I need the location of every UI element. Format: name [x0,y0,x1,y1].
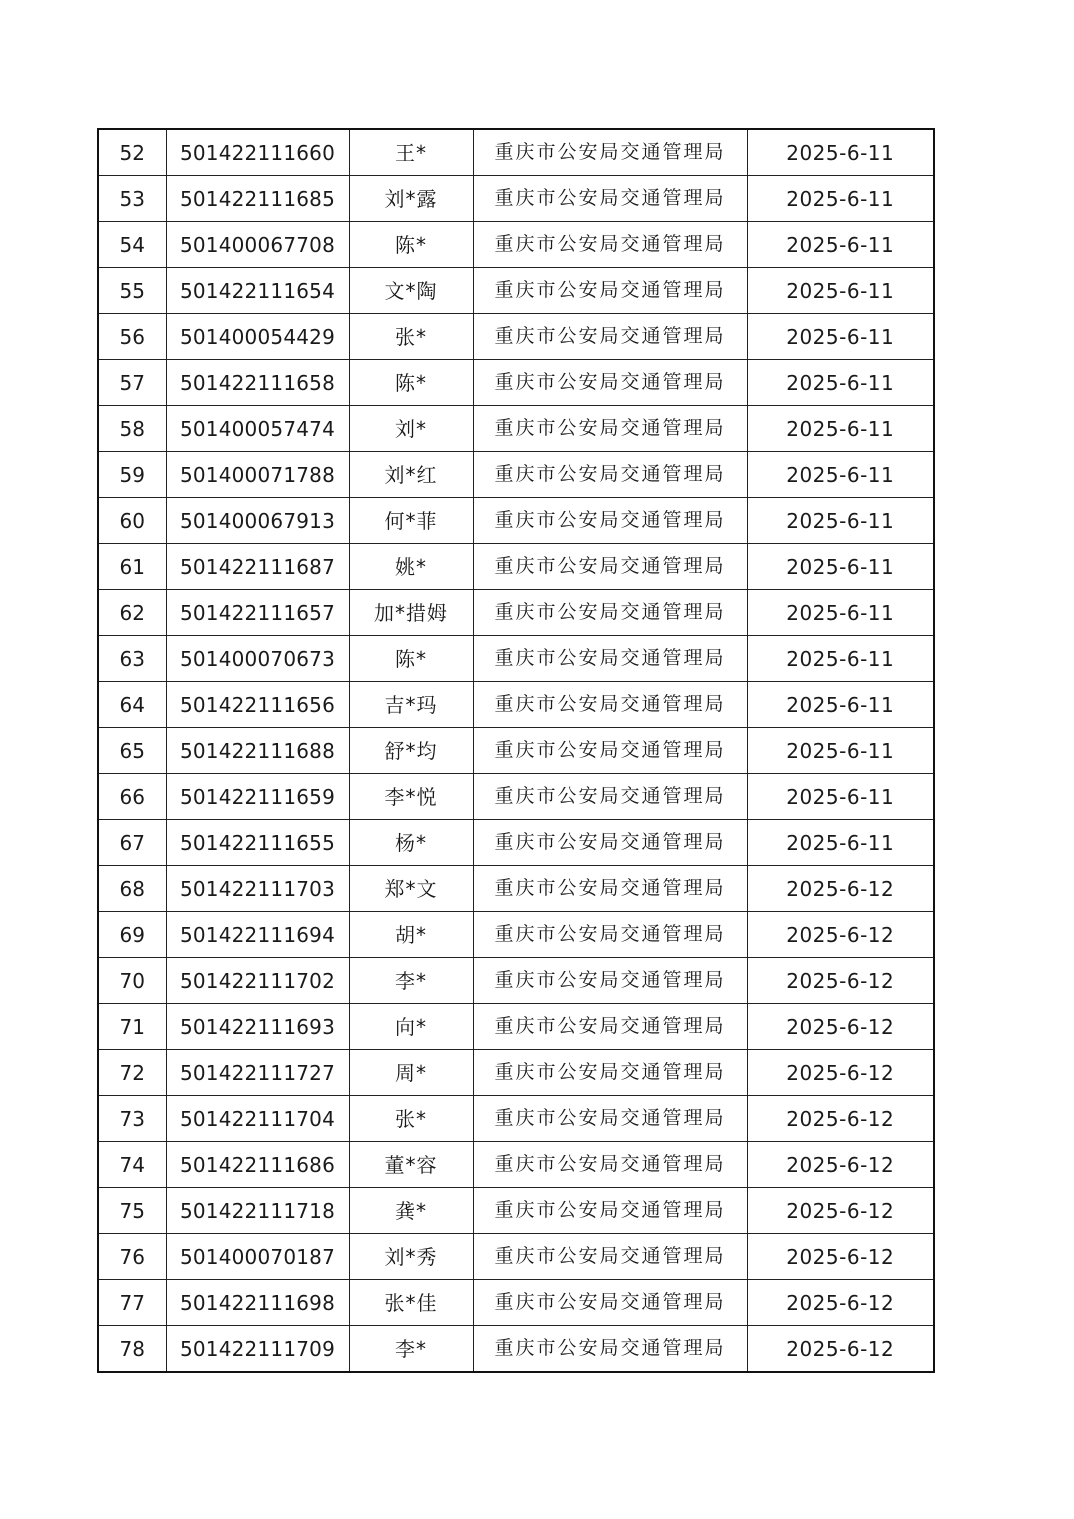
organization-cell: 重庆市公安局交通管理局 [473,958,747,1004]
organization-cell: 重庆市公安局交通管理局 [473,129,747,176]
date-cell: 2025-6-11 [747,314,934,360]
organization-cell: 重庆市公安局交通管理局 [473,452,747,498]
organization-cell: 重庆市公安局交通管理局 [473,866,747,912]
row-number-cell: 70 [98,958,166,1004]
organization-cell: 重庆市公安局交通管理局 [473,222,747,268]
person-name-cell: 文*陶 [349,268,473,314]
record-id-cell: 501422111688 [166,728,349,774]
organization-cell: 重庆市公安局交通管理局 [473,406,747,452]
organization-cell: 重庆市公安局交通管理局 [473,176,747,222]
table-row [98,268,934,314]
record-id-cell: 501422111727 [166,1050,349,1096]
records-table [97,128,935,1373]
row-number-cell: 71 [98,1004,166,1050]
row-number-cell: 74 [98,1142,166,1188]
organization-cell: 重庆市公安局交通管理局 [473,636,747,682]
record-id-cell: 501422111693 [166,1004,349,1050]
table-row [98,820,934,866]
organization-cell: 重庆市公安局交通管理局 [473,590,747,636]
organization-cell: 重庆市公安局交通管理局 [473,682,747,728]
person-name-cell: 李*悦 [349,774,473,820]
row-number-cell: 78 [98,1326,166,1373]
organization-cell: 重庆市公安局交通管理局 [473,728,747,774]
table-row [98,1142,934,1188]
date-cell: 2025-6-12 [747,1234,934,1280]
person-name-cell: 胡* [349,912,473,958]
table-row [98,222,934,268]
person-name-cell: 杨* [349,820,473,866]
table-row [98,774,934,820]
table-row [98,866,934,912]
row-number-cell: 76 [98,1234,166,1280]
organization-cell: 重庆市公安局交通管理局 [473,1234,747,1280]
record-id-cell: 501400070187 [166,1234,349,1280]
person-name-cell: 陈* [349,222,473,268]
person-name-cell: 王* [349,129,473,176]
record-id-cell: 501400070673 [166,636,349,682]
organization-cell: 重庆市公安局交通管理局 [473,1326,747,1373]
row-number-cell: 69 [98,912,166,958]
row-number-cell: 77 [98,1280,166,1326]
table-row [98,1326,934,1373]
table-row [98,498,934,544]
date-cell: 2025-6-11 [747,222,934,268]
row-number-cell: 72 [98,1050,166,1096]
table-row [98,129,934,176]
person-name-cell: 舒*均 [349,728,473,774]
date-cell: 2025-6-11 [747,774,934,820]
date-cell: 2025-6-11 [747,544,934,590]
record-id-cell: 501400057474 [166,406,349,452]
organization-cell: 重庆市公安局交通管理局 [473,1280,747,1326]
organization-cell: 重庆市公安局交通管理局 [473,1004,747,1050]
record-id-cell: 501422111655 [166,820,349,866]
person-name-cell: 吉*玛 [349,682,473,728]
date-cell: 2025-6-11 [747,452,934,498]
row-number-cell: 62 [98,590,166,636]
person-name-cell: 郑*文 [349,866,473,912]
record-id-cell: 501422111654 [166,268,349,314]
table-row [98,590,934,636]
person-name-cell: 李* [349,958,473,1004]
date-cell: 2025-6-12 [747,1004,934,1050]
organization-cell: 重庆市公安局交通管理局 [473,498,747,544]
table-row [98,682,934,728]
table-row [98,728,934,774]
organization-cell: 重庆市公安局交通管理局 [473,912,747,958]
row-number-cell: 63 [98,636,166,682]
date-cell: 2025-6-12 [747,1280,934,1326]
row-number-cell: 64 [98,682,166,728]
person-name-cell: 加*措姆 [349,590,473,636]
date-cell: 2025-6-12 [747,912,934,958]
organization-cell: 重庆市公安局交通管理局 [473,1050,747,1096]
table-row [98,1280,934,1326]
person-name-cell: 张*佳 [349,1280,473,1326]
record-id-cell: 501422111704 [166,1096,349,1142]
date-cell: 2025-6-11 [747,406,934,452]
record-id-cell: 501422111694 [166,912,349,958]
person-name-cell: 刘*秀 [349,1234,473,1280]
record-id-cell: 501422111698 [166,1280,349,1326]
table-row [98,176,934,222]
person-name-cell: 张* [349,314,473,360]
date-cell: 2025-6-11 [747,590,934,636]
row-number-cell: 68 [98,866,166,912]
records-table-body [98,129,934,1372]
record-id-cell: 501422111659 [166,774,349,820]
record-id-cell: 501422111658 [166,360,349,406]
row-number-cell: 53 [98,176,166,222]
date-cell: 2025-6-11 [747,176,934,222]
record-id-cell: 501422111686 [166,1142,349,1188]
record-id-cell: 501422111687 [166,544,349,590]
table-row [98,1004,934,1050]
date-cell: 2025-6-11 [747,129,934,176]
person-name-cell: 何*菲 [349,498,473,544]
table-row [98,314,934,360]
row-number-cell: 57 [98,360,166,406]
date-cell: 2025-6-12 [747,866,934,912]
person-name-cell: 向* [349,1004,473,1050]
person-name-cell: 刘*露 [349,176,473,222]
person-name-cell: 张* [349,1096,473,1142]
organization-cell: 重庆市公安局交通管理局 [473,314,747,360]
date-cell: 2025-6-11 [747,360,934,406]
date-cell: 2025-6-11 [747,820,934,866]
date-cell: 2025-6-12 [747,1326,934,1373]
table-row [98,1188,934,1234]
row-number-cell: 54 [98,222,166,268]
person-name-cell: 陈* [349,636,473,682]
organization-cell: 重庆市公安局交通管理局 [473,1188,747,1234]
date-cell: 2025-6-12 [747,1142,934,1188]
person-name-cell: 董*容 [349,1142,473,1188]
row-number-cell: 56 [98,314,166,360]
record-id-cell: 501422111709 [166,1326,349,1373]
date-cell: 2025-6-12 [747,1188,934,1234]
table-row [98,1234,934,1280]
organization-cell: 重庆市公安局交通管理局 [473,1142,747,1188]
organization-cell: 重庆市公安局交通管理局 [473,774,747,820]
table-row [98,544,934,590]
date-cell: 2025-6-11 [747,636,934,682]
date-cell: 2025-6-11 [747,728,934,774]
record-id-cell: 501400067708 [166,222,349,268]
row-number-cell: 59 [98,452,166,498]
record-id-cell: 501422111703 [166,866,349,912]
row-number-cell: 65 [98,728,166,774]
row-number-cell: 73 [98,1096,166,1142]
row-number-cell: 75 [98,1188,166,1234]
person-name-cell: 刘* [349,406,473,452]
person-name-cell: 刘*红 [349,452,473,498]
organization-cell: 重庆市公安局交通管理局 [473,1096,747,1142]
date-cell: 2025-6-12 [747,1096,934,1142]
record-id-cell: 501400067913 [166,498,349,544]
table-row [98,1096,934,1142]
record-id-cell: 501400054429 [166,314,349,360]
table-row [98,1050,934,1096]
record-id-cell: 501422111657 [166,590,349,636]
organization-cell: 重庆市公安局交通管理局 [473,360,747,406]
row-number-cell: 67 [98,820,166,866]
table-row [98,360,934,406]
table-row [98,636,934,682]
row-number-cell: 58 [98,406,166,452]
table-row [98,912,934,958]
row-number-cell: 60 [98,498,166,544]
row-number-cell: 61 [98,544,166,590]
person-name-cell: 陈* [349,360,473,406]
record-id-cell: 501422111702 [166,958,349,1004]
person-name-cell: 李* [349,1326,473,1373]
date-cell: 2025-6-11 [747,682,934,728]
date-cell: 2025-6-11 [747,498,934,544]
record-id-cell: 501422111656 [166,682,349,728]
record-id-cell: 501400071788 [166,452,349,498]
organization-cell: 重庆市公安局交通管理局 [473,820,747,866]
row-number-cell: 66 [98,774,166,820]
record-id-cell: 501422111660 [166,129,349,176]
person-name-cell: 姚* [349,544,473,590]
date-cell: 2025-6-12 [747,958,934,1004]
organization-cell: 重庆市公安局交通管理局 [473,544,747,590]
record-id-cell: 501422111685 [166,176,349,222]
row-number-cell: 52 [98,129,166,176]
table-row [98,452,934,498]
date-cell: 2025-6-11 [747,268,934,314]
table-row [98,406,934,452]
organization-cell: 重庆市公安局交通管理局 [473,268,747,314]
person-name-cell: 周* [349,1050,473,1096]
row-number-cell: 55 [98,268,166,314]
person-name-cell: 龚* [349,1188,473,1234]
record-id-cell: 501422111718 [166,1188,349,1234]
table-row [98,958,934,1004]
date-cell: 2025-6-12 [747,1050,934,1096]
